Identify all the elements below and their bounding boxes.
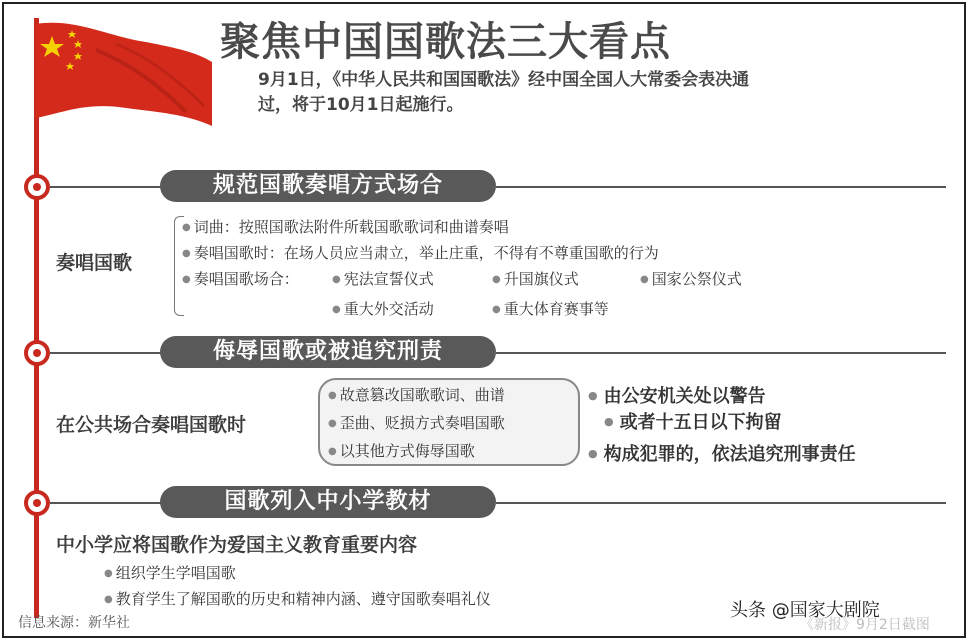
occasion-item: ● 升国旗仪式 <box>492 268 579 289</box>
section3-ring <box>24 490 50 516</box>
intro-text: 9月1日，《中华人民共和国国歌法》经中国全国人大常委会表决通过，将于10月1日起施行。 <box>258 70 750 115</box>
penalty-detention <box>604 408 782 434</box>
section2-line-left <box>50 352 162 354</box>
section3-item: ● 教育学生了解国歌的历史和精神内涵、遵守国歌奏唱礼仪 <box>104 588 491 609</box>
section1-line-left <box>50 186 162 188</box>
section2-line-right <box>496 352 946 354</box>
act-item: ● 歪曲、贬损方式奏唱国歌 <box>328 412 505 433</box>
section2-ring <box>24 340 50 366</box>
penalty-criminal: ● 构成犯罪的，依法追究刑事责任 <box>588 440 856 466</box>
section2-heading: 侮辱国歌或被追究刑责 <box>160 336 496 368</box>
penalty-detention-text: 或者十五日以下拘留 <box>619 412 782 433</box>
act-item: ● 故意篡改国歌歌词、曲谱 <box>328 384 505 405</box>
act-item: ● 以其他方式侮辱国歌 <box>328 440 475 461</box>
section1-heading: 规范国歌奏唱方式场合 <box>160 170 496 202</box>
faded-caption: 《新报》9月2日截图 <box>800 617 930 633</box>
section3-heading: 国歌列入中小学教材 <box>160 486 496 518</box>
section3-line-left <box>50 502 162 504</box>
section1-item-conduct: ● 奏唱国歌时：在场人员应当肃立，举止庄重，不得有不尊重国歌的行为 <box>182 242 659 263</box>
section3-statement: 中小学应将国歌作为爱国主义教育重要内容 <box>56 534 418 556</box>
section1-ring <box>24 174 50 200</box>
section1-item-occasions: ● 奏唱国歌场合： <box>182 268 299 289</box>
occasion-item: ● 重大外交活动 <box>332 298 434 319</box>
page-title: 聚焦中国国歌法三大看点 <box>220 19 671 65</box>
section1-item-lyrics: ● 词曲：按照国歌法附件所载国歌歌词和曲谱奏唱 <box>182 216 509 237</box>
chinese-flag-icon <box>36 22 216 142</box>
section3-line-right <box>496 502 946 504</box>
occasion-item: ● 宪法宣誓仪式 <box>332 268 434 289</box>
occasion-item: ● 重大体育赛事等 <box>492 298 609 319</box>
penalty-warning: ● 由公安机关处以警告 <box>588 382 766 408</box>
section3-item: ● 组织学生学唱国歌 <box>104 562 236 583</box>
source-credit: 信息来源：新华社 <box>18 615 130 631</box>
section1-label: 奏唱国歌 <box>56 252 133 274</box>
section1-line-right <box>496 186 946 188</box>
section2-label: 在公共场合奏唱国歌时 <box>56 414 247 436</box>
occasion-item: ● 国家公祭仪式 <box>640 268 742 289</box>
watermark: 头条 @国家大剧院 <box>730 600 880 621</box>
